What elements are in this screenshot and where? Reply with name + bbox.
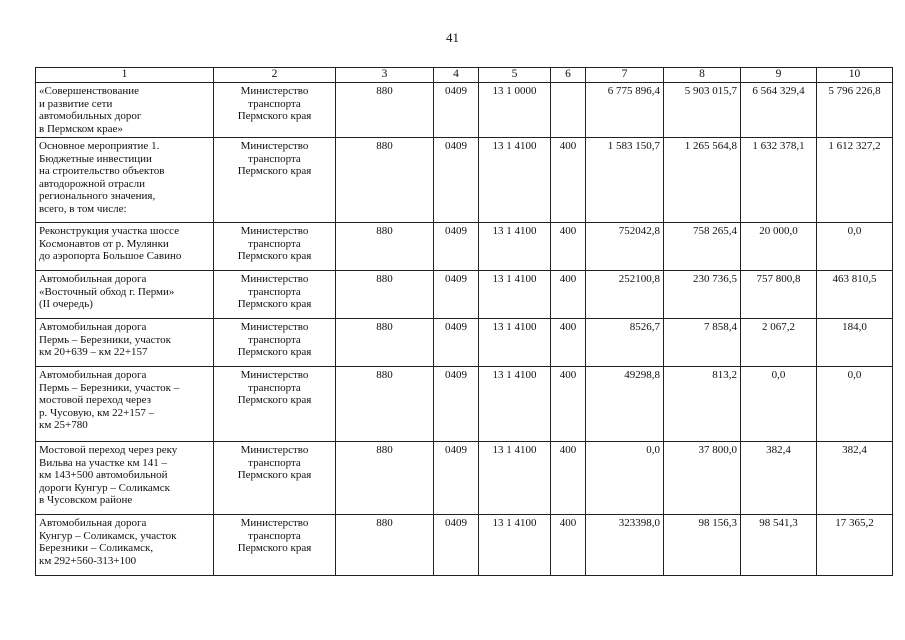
table-row (36, 442, 893, 515)
cell-code-880: 880 (336, 83, 434, 138)
cell-code-880: 880 (336, 271, 434, 319)
cell-target-article: 13 1 4100 (479, 367, 551, 442)
cell-target-article: 13 1 4100 (479, 515, 551, 576)
cell-ministry: Министерство транспорта Пермского края (214, 83, 336, 138)
cell-target-article: 13 1 4100 (479, 442, 551, 515)
cell-target-article: 13 1 4100 (479, 271, 551, 319)
cell-value-10: 5 796 226,8 (817, 83, 893, 138)
cell-value-7: 6 775 896,4 (586, 83, 664, 138)
header-cell: 7 (586, 68, 664, 83)
cell-expense-type: 400 (551, 223, 586, 271)
cell-code-880: 880 (336, 515, 434, 576)
cell-ministry: Министерство транспорта Пермского края (214, 138, 336, 223)
cell-value-10: 17 365,2 (817, 515, 893, 576)
page-number: 41 (446, 30, 459, 45)
header-cell: 9 (741, 68, 817, 83)
cell-name: Автомобильная дорога Пермь – Березники, участок – мостовой переход через р. Чусовую, км 22+157 – км 25+780 (36, 367, 214, 442)
table-row (36, 138, 893, 223)
cell-value-10: 0,0 (817, 367, 893, 442)
cell-value-9: 98 541,3 (741, 515, 817, 576)
cell-value-9: 382,4 (741, 442, 817, 515)
cell-name: Мостовой переход через реку Вильва на участке км 141 – км 143+500 автомобильной дороги Кунгур – Соликамск в Чусовском районе (36, 442, 214, 515)
cell-section: 0409 (434, 138, 479, 223)
cell-value-10: 184,0 (817, 319, 893, 367)
cell-value-8: 230 736,5 (664, 271, 741, 319)
cell-value-8: 813,2 (664, 367, 741, 442)
header-row (36, 68, 893, 83)
header-cell: 10 (817, 68, 893, 83)
cell-ministry: Министерство транспорта Пермского края (214, 223, 336, 271)
cell-value-8: 1 265 564,8 (664, 138, 741, 223)
cell-section: 0409 (434, 319, 479, 367)
header-cell: 3 (336, 68, 434, 83)
cell-code-880: 880 (336, 223, 434, 271)
table-row (36, 515, 893, 576)
cell-ministry: Министерство транспорта Пермского края (214, 319, 336, 367)
header-cell: 2 (214, 68, 336, 83)
cell-value-7: 49298,8 (586, 367, 664, 442)
cell-section: 0409 (434, 442, 479, 515)
cell-target-article: 13 1 4100 (479, 319, 551, 367)
cell-code-880: 880 (336, 442, 434, 515)
budget-table (35, 67, 893, 576)
cell-section: 0409 (434, 515, 479, 576)
cell-value-9: 6 564 329,4 (741, 83, 817, 138)
header-cell: 8 (664, 68, 741, 83)
cell-value-9: 1 632 378,1 (741, 138, 817, 223)
cell-target-article: 13 1 4100 (479, 138, 551, 223)
cell-code-880: 880 (336, 138, 434, 223)
cell-expense-type: 400 (551, 271, 586, 319)
cell-code-880: 880 (336, 319, 434, 367)
cell-expense-type: 400 (551, 515, 586, 576)
cell-value-8: 37 800,0 (664, 442, 741, 515)
cell-section: 0409 (434, 83, 479, 138)
cell-ministry: Министерство транспорта Пермского края (214, 515, 336, 576)
cell-expense-type: 400 (551, 138, 586, 223)
cell-expense-type: 400 (551, 367, 586, 442)
cell-value-10: 382,4 (817, 442, 893, 515)
table-row (36, 319, 893, 367)
cell-value-7: 8526,7 (586, 319, 664, 367)
cell-name: Автомобильная дорога «Восточный обход г. Перми» (II очередь) (36, 271, 214, 319)
cell-value-7: 752042,8 (586, 223, 664, 271)
cell-ministry: Министерство транспорта Пермского края (214, 367, 336, 442)
cell-name: «Совершенствование и развитие сети автомобильных дорог в Пермском крае» (36, 83, 214, 138)
cell-section: 0409 (434, 271, 479, 319)
cell-value-7: 1 583 150,7 (586, 138, 664, 223)
cell-target-article: 13 1 0000 (479, 83, 551, 138)
header-cell: 6 (551, 68, 586, 83)
cell-value-7: 252100,8 (586, 271, 664, 319)
table-row (36, 223, 893, 271)
cell-name: Основное мероприятие 1. Бюджетные инвестиции на строительство объектов автодорожной отрасли регионального значения, всего, в том числе: (36, 138, 214, 223)
table-row (36, 271, 893, 319)
cell-value-8: 5 903 015,7 (664, 83, 741, 138)
cell-value-10: 0,0 (817, 223, 893, 271)
cell-section: 0409 (434, 223, 479, 271)
cell-value-10: 1 612 327,2 (817, 138, 893, 223)
cell-value-9: 20 000,0 (741, 223, 817, 271)
cell-value-8: 758 265,4 (664, 223, 741, 271)
cell-value-9: 757 800,8 (741, 271, 817, 319)
table-row (36, 367, 893, 442)
cell-value-7: 0,0 (586, 442, 664, 515)
cell-name: Автомобильная дорога Пермь – Березники, участок км 20+639 – км 22+157 (36, 319, 214, 367)
cell-expense-type: 400 (551, 442, 586, 515)
cell-expense-type (551, 83, 586, 138)
cell-value-9: 0,0 (741, 367, 817, 442)
table-row (36, 83, 893, 138)
cell-value-9: 2 067,2 (741, 319, 817, 367)
cell-value-8: 7 858,4 (664, 319, 741, 367)
cell-target-article: 13 1 4100 (479, 223, 551, 271)
cell-value-7: 323398,0 (586, 515, 664, 576)
cell-section: 0409 (434, 367, 479, 442)
cell-expense-type: 400 (551, 319, 586, 367)
cell-value-10: 463 810,5 (817, 271, 893, 319)
header-cell: 4 (434, 68, 479, 83)
cell-code-880: 880 (336, 367, 434, 442)
cell-name: Автомобильная дорога Кунгур – Соликамск, участок Березники – Соликамск, км 292+560-313+100 (36, 515, 214, 576)
cell-value-8: 98 156,3 (664, 515, 741, 576)
cell-name: Реконструкция участка шоссе Космонавтов от р. Мулянки до аэропорта Большое Савино (36, 223, 214, 271)
cell-ministry: Министерство транспорта Пермского края (214, 271, 336, 319)
header-cell: 1 (36, 68, 214, 83)
cell-ministry: Министерство транспорта Пермского края (214, 442, 336, 515)
header-cell: 5 (479, 68, 551, 83)
